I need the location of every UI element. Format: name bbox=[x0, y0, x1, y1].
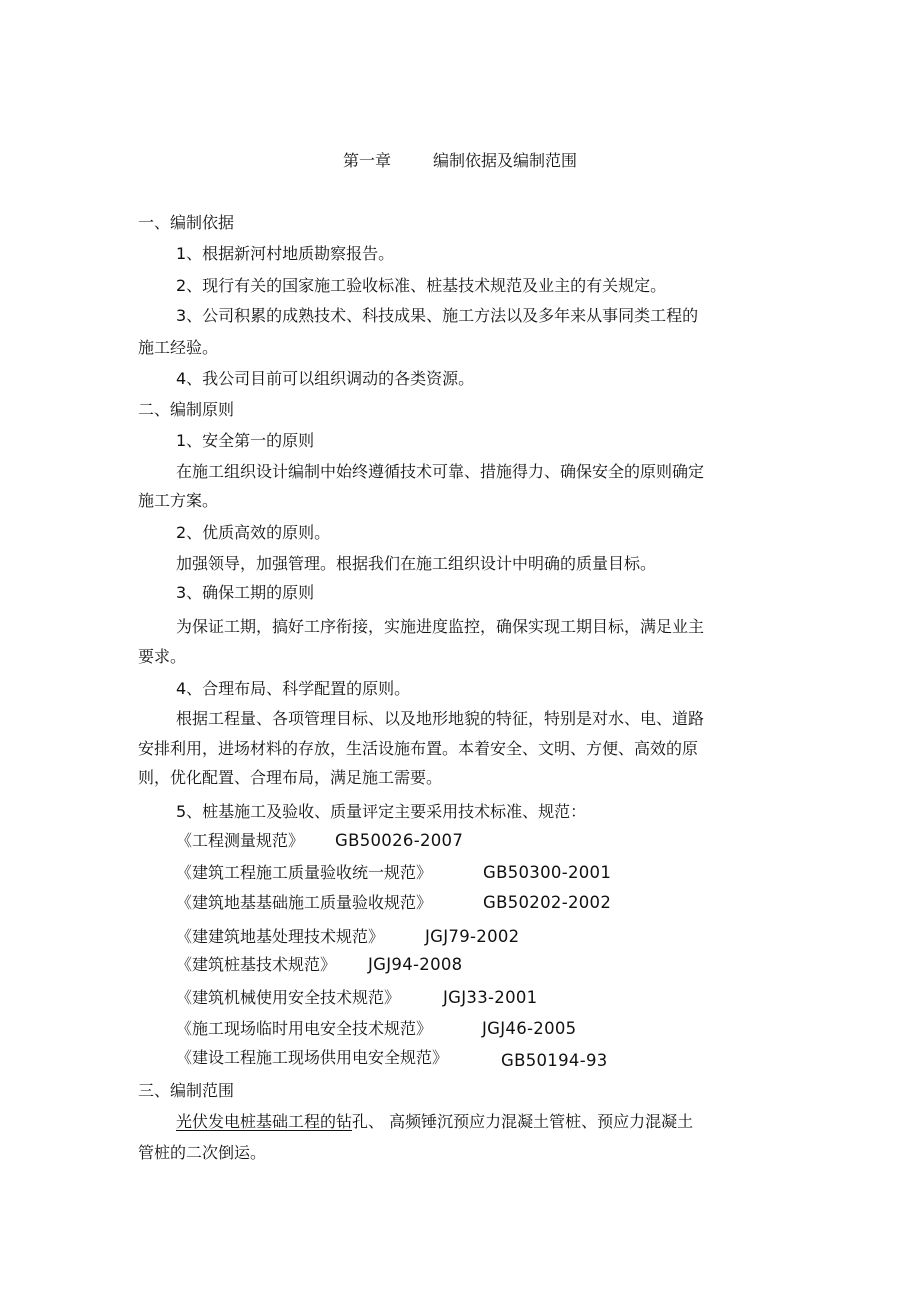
standard-name: 《工程测量规范》 bbox=[176, 831, 305, 850]
principle-1-title: 1、安全第一的原则 bbox=[176, 431, 315, 450]
principle-4-title: 4、合理布局、科学配置的原则。 bbox=[176, 679, 411, 698]
standard-name: 《施工现场临时用电安全技术规范》 bbox=[176, 1019, 433, 1038]
standard-name: 《建筑地基基础施工质量验收规范》 bbox=[176, 893, 433, 912]
scope-line-1 bbox=[176, 1111, 693, 1133]
standard-item bbox=[176, 862, 612, 884]
standard-item bbox=[176, 892, 612, 914]
standard-code: JGJ33-2001 bbox=[443, 988, 538, 1007]
standard-code: GB50194-93 bbox=[501, 1051, 608, 1070]
principle-4-line-1: 根据工程量、各项管理目标、以及地形地貌的特征，特别是对水、电、道路 bbox=[176, 709, 705, 728]
standard-name: 《建设工程施工现场供用电安全规范》 bbox=[176, 1048, 449, 1067]
principle-1-line-2: 施工方案。 bbox=[138, 491, 219, 510]
basis-item-2: 2、现行有关的国家施工验收标准、桩基技术规范及业主的有关规定。 bbox=[176, 276, 667, 295]
principle-4-line-2: 安排利用，进场材料的存放，生活设施布置。本着安全、文明、方便、高效的原 bbox=[138, 739, 699, 758]
standard-code: GB50202-2002 bbox=[483, 893, 612, 912]
scope-text: 孔、 高频锤沉预应力混凝土管桩、预应力混凝土 bbox=[352, 1112, 694, 1131]
standard-item bbox=[176, 1018, 577, 1040]
chapter-name: 编制依据及编制范围 bbox=[433, 151, 578, 170]
principle-5-title: 5、桩基施工及验收、质量评定主要采用技术标准、规范： bbox=[176, 802, 587, 821]
standard-code: JGJ79-2002 bbox=[425, 927, 520, 946]
standard-name: 《建筑工程施工质量验收统一规范》 bbox=[176, 863, 433, 882]
standard-name: 《建筑机械使用安全技术规范》 bbox=[176, 988, 401, 1007]
standard-item bbox=[176, 1047, 608, 1070]
principle-4-line-3: 则，优化配置、合理布局，满足施工需要。 bbox=[138, 768, 443, 787]
section-heading-scope: 三、编制范围 bbox=[138, 1081, 235, 1100]
standard-item bbox=[176, 830, 464, 852]
chapter-title bbox=[0, 150, 920, 172]
standard-code: GB50300-2001 bbox=[483, 863, 612, 882]
principle-2-title: 2、优质高效的原则。 bbox=[176, 523, 331, 542]
principle-2-line-1: 加强领导，加强管理。根据我们在施工组织设计中明确的质量目标。 bbox=[176, 554, 657, 573]
chapter-number: 第一章 bbox=[342, 151, 391, 170]
section-heading-basis: 一、编制依据 bbox=[138, 213, 235, 232]
basis-item-4: 4、我公司目前可以组织调动的各类资源。 bbox=[176, 369, 475, 388]
basis-item-1: 1、根据新河村地质勘察报告。 bbox=[176, 244, 395, 263]
basis-item-3-line-1: 3、公司积累的成熟技术、科技成果、施工方法以及多年来从事同类工程的 bbox=[176, 306, 699, 325]
standard-name: 《建建筑地基处理技术规范》 bbox=[176, 927, 385, 946]
standard-item bbox=[176, 954, 463, 976]
scope-underlined-text: 光伏发电桩基础工程的钻 bbox=[176, 1112, 353, 1131]
principle-3-title: 3、确保工期的原则 bbox=[176, 583, 315, 602]
standard-code: JGJ94-2008 bbox=[368, 955, 463, 974]
section-heading-principles: 二、编制原则 bbox=[138, 400, 235, 419]
basis-item-3-line-2: 施工经验。 bbox=[138, 338, 219, 357]
principle-3-line-1: 为保证工期，搞好工序衔接，实施进度监控，确保实现工期目标，满足业主 bbox=[176, 617, 705, 636]
standard-name: 《建筑桩基技术规范》 bbox=[176, 955, 337, 974]
standard-code: GB50026-2007 bbox=[335, 831, 464, 850]
scope-line-2: 管桩的二次倒运。 bbox=[138, 1143, 267, 1162]
standard-code: JGJ46-2005 bbox=[482, 1019, 577, 1038]
principle-1-line-1: 在施工组织设计编制中始终遵循技术可靠、措施得力、确保安全的原则确定 bbox=[176, 462, 705, 481]
standard-item bbox=[176, 987, 538, 1009]
principle-3-line-2: 要求。 bbox=[138, 647, 187, 666]
standard-item bbox=[176, 926, 520, 948]
